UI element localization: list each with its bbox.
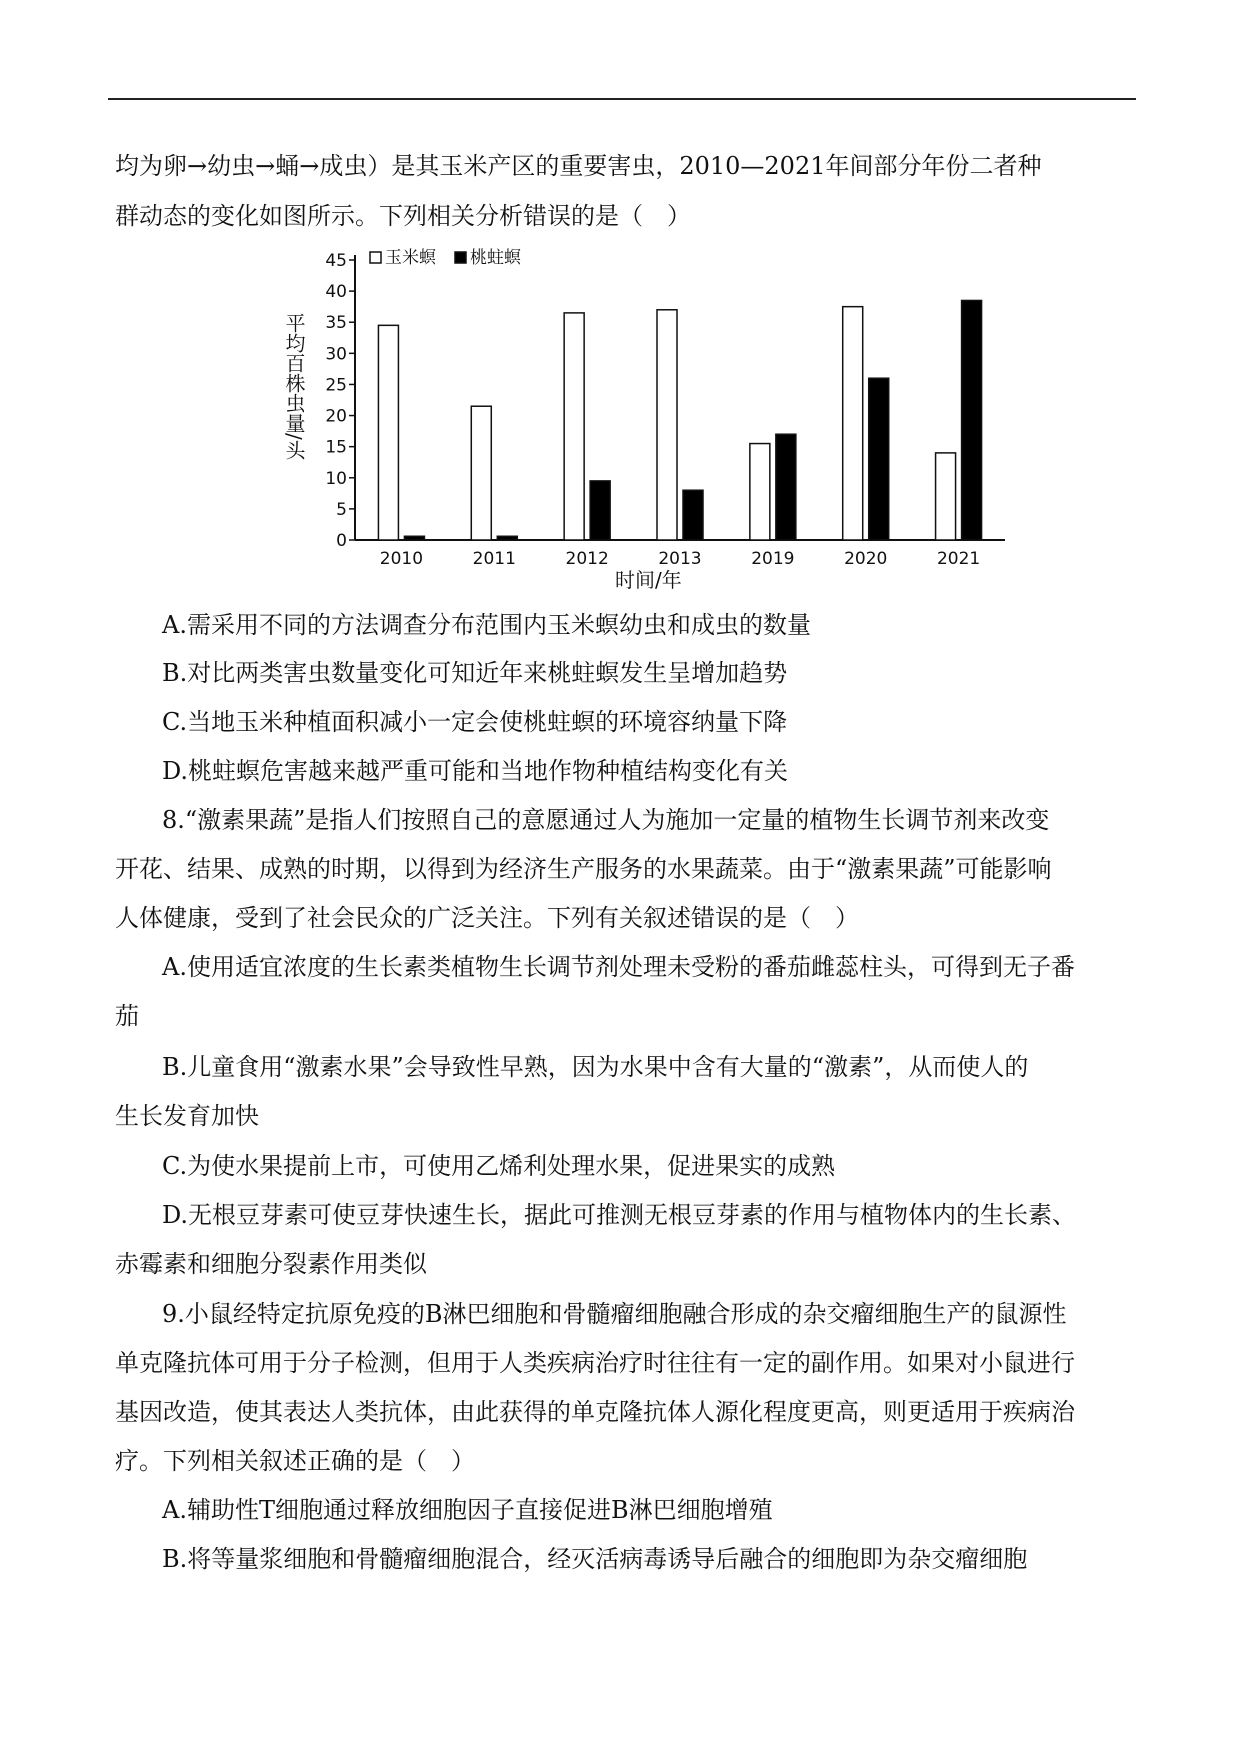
- bar-peach-borer-2019: [776, 434, 796, 540]
- q9-option-b: B.将等量浆细胞和骨髓瘤细胞混合，经灭活病毒诱导后融合的细胞即为杂交瘤细胞: [162, 1545, 1028, 1573]
- bar-peach-borer-2020: [869, 378, 889, 540]
- q7-option-c: C.当地玉米种植面积减小一定会使桃蛀螟的环境容纳量下降: [162, 708, 788, 736]
- q8-option-d: D.无根豆芽素可使豆芽快速生长，据此可推测无根豆芽素的作用与植物体内的生长素、: [162, 1201, 1077, 1229]
- bar-peach-borer-2011: [497, 536, 517, 540]
- q9-stem-line-4: 疗。下列相关叙述正确的是（ ）: [115, 1447, 475, 1475]
- bar-corn-borer-2021: [936, 453, 956, 540]
- bar-corn-borer-2012: [564, 313, 584, 540]
- q7-option-b: B.对比两类害虫数量变化可知近年来桃蛀螟发生呈增加趋势: [162, 659, 788, 687]
- q8-option-a: A.使用适宜浓度的生长素类植物生长调节剂处理未受粉的番茄雌蕊柱头，可得到无子番: [162, 953, 1075, 981]
- q8-option-b-cont: 生长发育加快: [115, 1102, 259, 1130]
- y-tick-label: 40: [325, 282, 347, 303]
- y-tick-label: 35: [325, 313, 347, 334]
- q7-option-d: D.桃蛀螟危害越来越严重可能和当地作物种植结构变化有关: [162, 757, 789, 785]
- x-tick-label: 2012: [565, 549, 609, 569]
- legend-label: 桃蛀螟: [470, 248, 521, 268]
- q8-stem-line-3: 人体健康，受到了社会民众的广泛关注。下列有关叙述错误的是（ ）: [115, 904, 859, 932]
- intro-line-2: 群动态的变化如图所示。下列相关分析错误的是（ ）: [115, 202, 691, 230]
- q9-stem-line-3: 基因改造，使其表达人类抗体，由此获得的单克隆抗体人源化程度更高，则更适用于疾病治: [115, 1398, 1075, 1426]
- q8-option-c: C.为使水果提前上市，可使用乙烯利处理水果，促进果实的成熟: [162, 1152, 836, 1180]
- q8-stem-line-2: 开花、结果、成熟的时期，以得到为经济生产服务的水果蔬菜。由于“激素果蔬”可能影响: [115, 855, 1052, 883]
- bar-corn-borer-2013: [657, 310, 677, 540]
- y-tick-label: 30: [325, 344, 347, 365]
- q8-stem-line-1: 8.“激素果蔬”是指人们按照自己的意愿通过人为施加一定量的植物生长调节剂来改变: [162, 806, 1050, 834]
- y-tick-label: 5: [336, 499, 347, 520]
- intro-line-1: 均为卵→幼虫→蛹→成虫）是其玉米产区的重要害虫，2010—2021年间部分年份二者种: [115, 152, 1042, 180]
- q9-option-a: A.辅助性T细胞通过释放细胞因子直接促进B淋巴细胞增殖: [162, 1496, 773, 1524]
- y-tick-label: 0: [336, 531, 347, 551]
- header-rule: [108, 98, 1136, 100]
- y-tick-label: 15: [325, 437, 347, 458]
- x-tick-label: 2013: [658, 549, 702, 569]
- legend-swatch: [370, 252, 381, 263]
- q8-option-b: B.儿童食用“激素水果”会导致性早熟，因为水果中含有大量的“激素”，从而使人的: [162, 1053, 1029, 1081]
- bar-peach-borer-2013: [683, 490, 703, 540]
- chart-axes: [355, 255, 1005, 540]
- y-tick-label: 20: [325, 406, 347, 427]
- y-tick-label: 10: [325, 468, 347, 489]
- y-tick-label: 45: [325, 251, 347, 271]
- x-tick-label: 2019: [751, 549, 795, 569]
- bar-peach-borer-2021: [962, 300, 982, 540]
- x-tick-label: 2010: [379, 549, 424, 569]
- x-tick-label: 2021: [936, 549, 981, 569]
- y-axis-label: 平均百株虫量/头: [282, 313, 306, 460]
- bar-corn-borer-2019: [750, 444, 770, 540]
- bar-peach-borer-2012: [590, 481, 610, 540]
- bar-corn-borer-2010: [378, 325, 398, 540]
- y-tick-label: 25: [325, 375, 347, 396]
- bar-corn-borer-2020: [843, 307, 863, 540]
- legend-swatch: [455, 252, 466, 263]
- q8-option-d-cont: 赤霉素和细胞分裂素作用类似: [115, 1250, 427, 1278]
- x-tick-label: 2020: [844, 549, 888, 569]
- legend-label: 玉米螟: [385, 248, 436, 268]
- q9-stem-line-2: 单克隆抗体可用于分子检测，但用于人类疾病治疗时往往有一定的副作用。如果对小鼠进行: [115, 1349, 1075, 1377]
- x-axis-ticks: [380, 549, 980, 569]
- x-tick-label: 2011: [472, 549, 516, 569]
- q9-stem-line-1: 9.小鼠经特定抗原免疫的B淋巴细胞和骨髓瘤细胞融合形成的杂交瘤细胞生产的鼠源性: [162, 1300, 1067, 1328]
- bar-peach-borer-2010: [404, 536, 424, 540]
- q7-option-a: A.需采用不同的方法调查分布范围内玉米螟幼虫和成虫的数量: [162, 611, 811, 639]
- chart-bars: [378, 300, 981, 540]
- bar-corn-borer-2011: [471, 406, 491, 540]
- pest-population-chart: [270, 245, 1030, 590]
- q8-option-a-cont: 茄: [115, 1002, 139, 1030]
- x-axis-label: 时间/年: [615, 568, 682, 590]
- y-axis-ticks: [325, 251, 355, 551]
- chart-legend: [370, 248, 522, 268]
